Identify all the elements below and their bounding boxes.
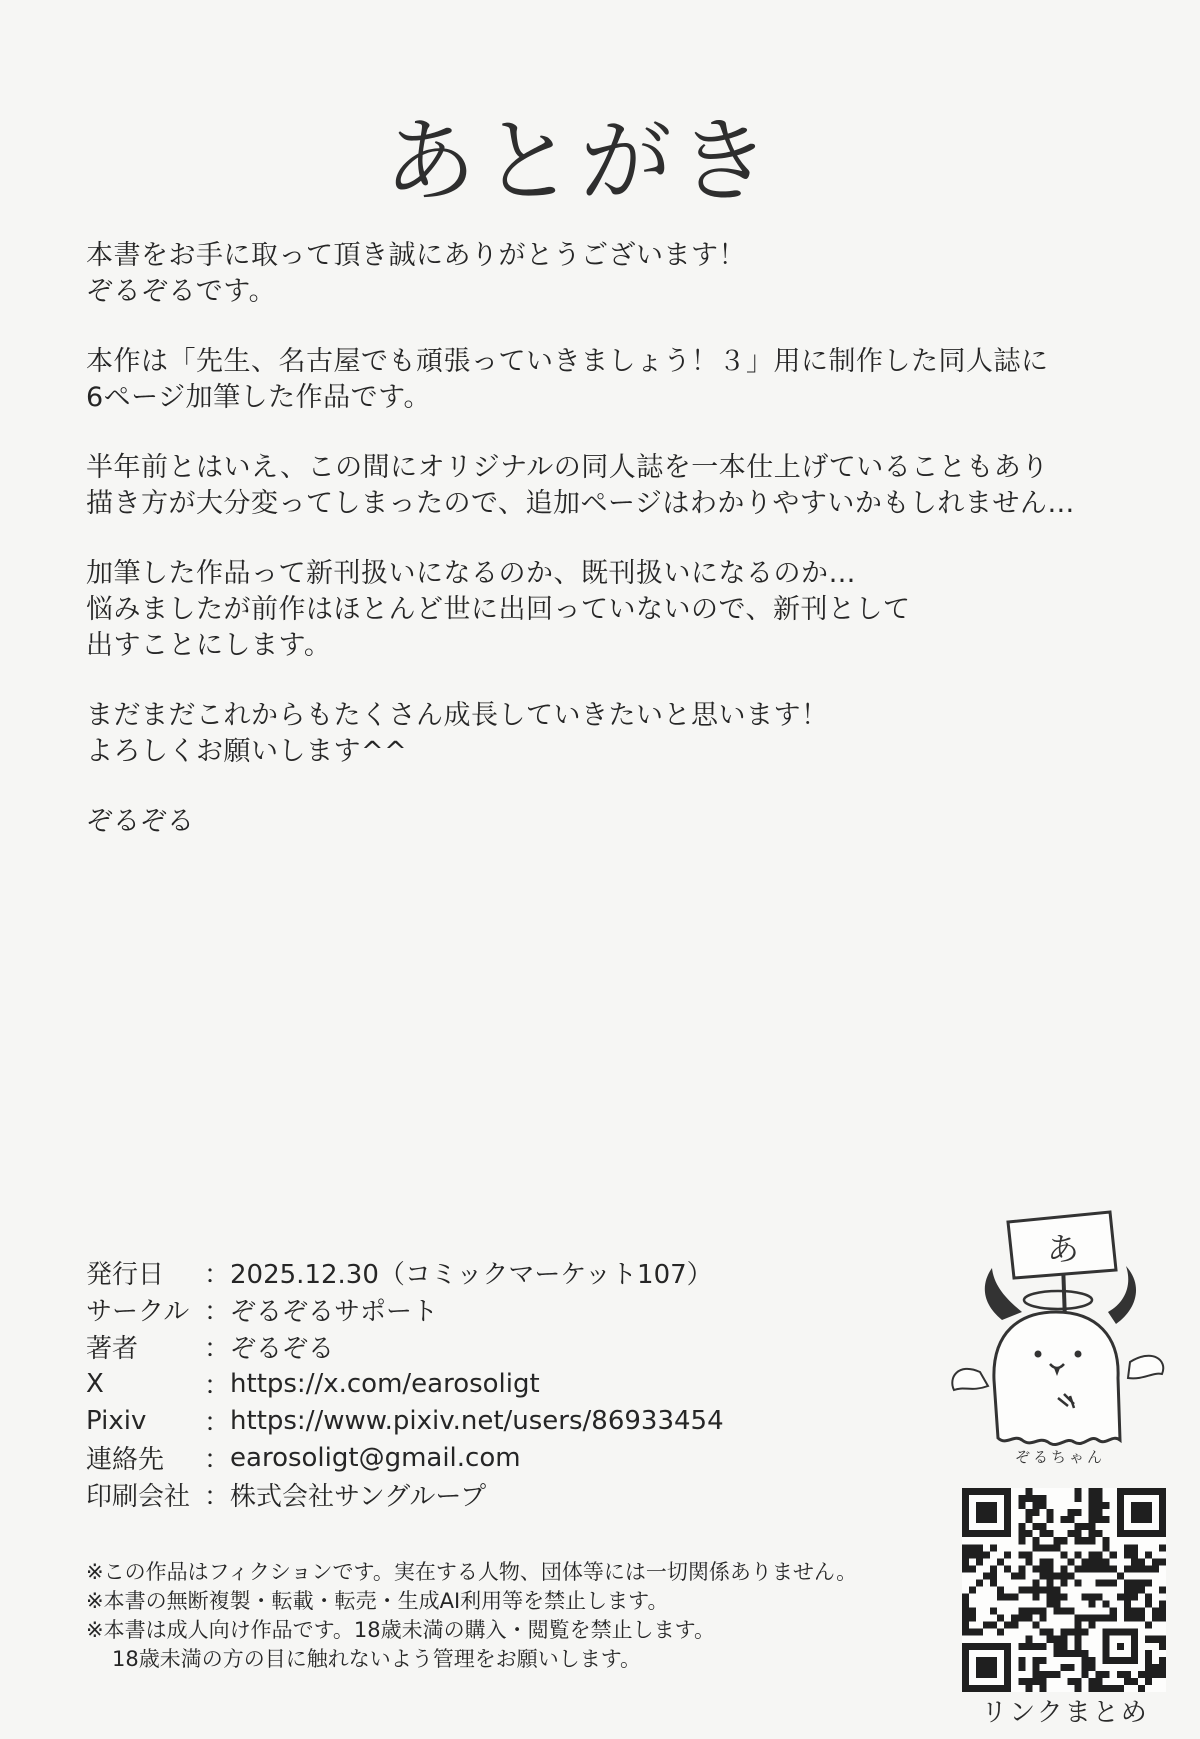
colophon-value: 2025.12.30（コミックマーケット107） xyxy=(230,1260,713,1290)
colophon-value: 株式会社サングループ xyxy=(230,1482,487,1512)
paragraph xyxy=(86,344,1136,416)
colophon-colon: ： xyxy=(204,1297,231,1327)
colophon-colon: ： xyxy=(204,1260,231,1290)
colophon-label: 発行日 xyxy=(86,1260,165,1290)
colophon-value: ぞるぞる xyxy=(230,1334,335,1364)
paragraph-line: 6ページ加筆した作品です。 xyxy=(86,382,431,413)
paragraph-line: 半年前とはいえ、この間にオリジナルの同人誌を一本仕上げていることもあり xyxy=(86,452,1049,483)
colophon-colon: ： xyxy=(204,1445,231,1475)
colophon-table xyxy=(86,1254,724,1513)
colophon-row xyxy=(86,1439,724,1476)
colophon-row xyxy=(86,1402,724,1439)
colophon-label: 著者 xyxy=(86,1334,139,1364)
paragraph-line: 本作は「先生、名古屋でも頑張っていきましょう！３」用に制作した同人誌に xyxy=(86,346,1049,377)
sign-text: あ xyxy=(1046,1230,1080,1268)
afterword-body xyxy=(86,238,1136,840)
paragraph-line: 悩みましたが前作はほとんど世に出回っていないので、新刊として xyxy=(86,594,911,625)
colophon-label: Pixiv xyxy=(86,1405,147,1436)
colophon-row xyxy=(86,1328,724,1365)
paragraph-line: まだまだこれからもたくさん成長していきたいと思います！ xyxy=(86,700,829,731)
colophon-label: サークル xyxy=(86,1297,190,1327)
paragraph xyxy=(86,556,1136,664)
mascot-caption: ぞるちゃん xyxy=(1014,1448,1105,1466)
colophon-row xyxy=(86,1365,724,1402)
paragraph-line: 描き方が大分変ってしまったので、追加ページはわかりやすいかもしれません… xyxy=(86,488,1075,519)
email-link[interactable]: earosoligt@gmail.com xyxy=(230,1442,521,1473)
paragraph-line: 出すことにします。 xyxy=(86,630,332,661)
disclaimer-line: ※本書は成人向け作品です。18歳未満の購入・閲覧を禁止します。 xyxy=(86,1618,715,1642)
colophon-row xyxy=(86,1254,724,1291)
paragraph-line: 加筆した作品って新刊扱いになるのか、既刊扱いになるのか… xyxy=(86,558,856,589)
x-link[interactable]: https://x.com/earosoligt xyxy=(230,1368,540,1399)
colophon-colon: ： xyxy=(204,1334,231,1364)
paragraph-line: よろしくお願いします^^ xyxy=(86,736,408,767)
paragraph xyxy=(86,450,1136,522)
colophon-colon: ： xyxy=(204,1482,231,1512)
disclaimer-line: ※本書の無断複製・転載・転売・生成AI利用等を禁止します。 xyxy=(86,1589,669,1613)
paragraph xyxy=(86,698,1136,770)
colophon-colon: ： xyxy=(204,1371,231,1401)
ghost-mascot-icon xyxy=(940,1202,1200,1472)
colophon-label: 連絡先 xyxy=(86,1445,165,1475)
disclaimer-line: ※この作品はフィクションです。実在する人物、団体等には一切関係ありません。 xyxy=(86,1560,858,1584)
disclaimer-notes xyxy=(86,1558,857,1674)
disclaimer-line: 18歳未満の方の目に触れないよう管理をお願いします。 xyxy=(112,1647,642,1671)
colophon-colon: ： xyxy=(204,1408,231,1438)
pixiv-link[interactable]: https://www.pixiv.net/users/86933454 xyxy=(230,1405,724,1436)
paragraph xyxy=(86,238,1136,310)
colophon-value: ぞるぞるサポート xyxy=(230,1297,439,1327)
qr-code-icon[interactable] xyxy=(962,1488,1166,1692)
paragraph-line: 本書をお手に取って頂き誠にありがとうございます！ xyxy=(86,240,746,271)
colophon-row xyxy=(86,1476,724,1513)
paragraph-line: ぞるぞるです。 xyxy=(86,276,277,307)
colophon-label: X xyxy=(86,1368,104,1399)
colophon-row xyxy=(86,1291,724,1328)
page-title: あとがき xyxy=(383,108,776,215)
qr-caption: リンクまとめ xyxy=(981,1698,1149,1728)
signature: ぞるぞる xyxy=(86,806,194,837)
colophon-label: 印刷会社 xyxy=(86,1482,191,1512)
